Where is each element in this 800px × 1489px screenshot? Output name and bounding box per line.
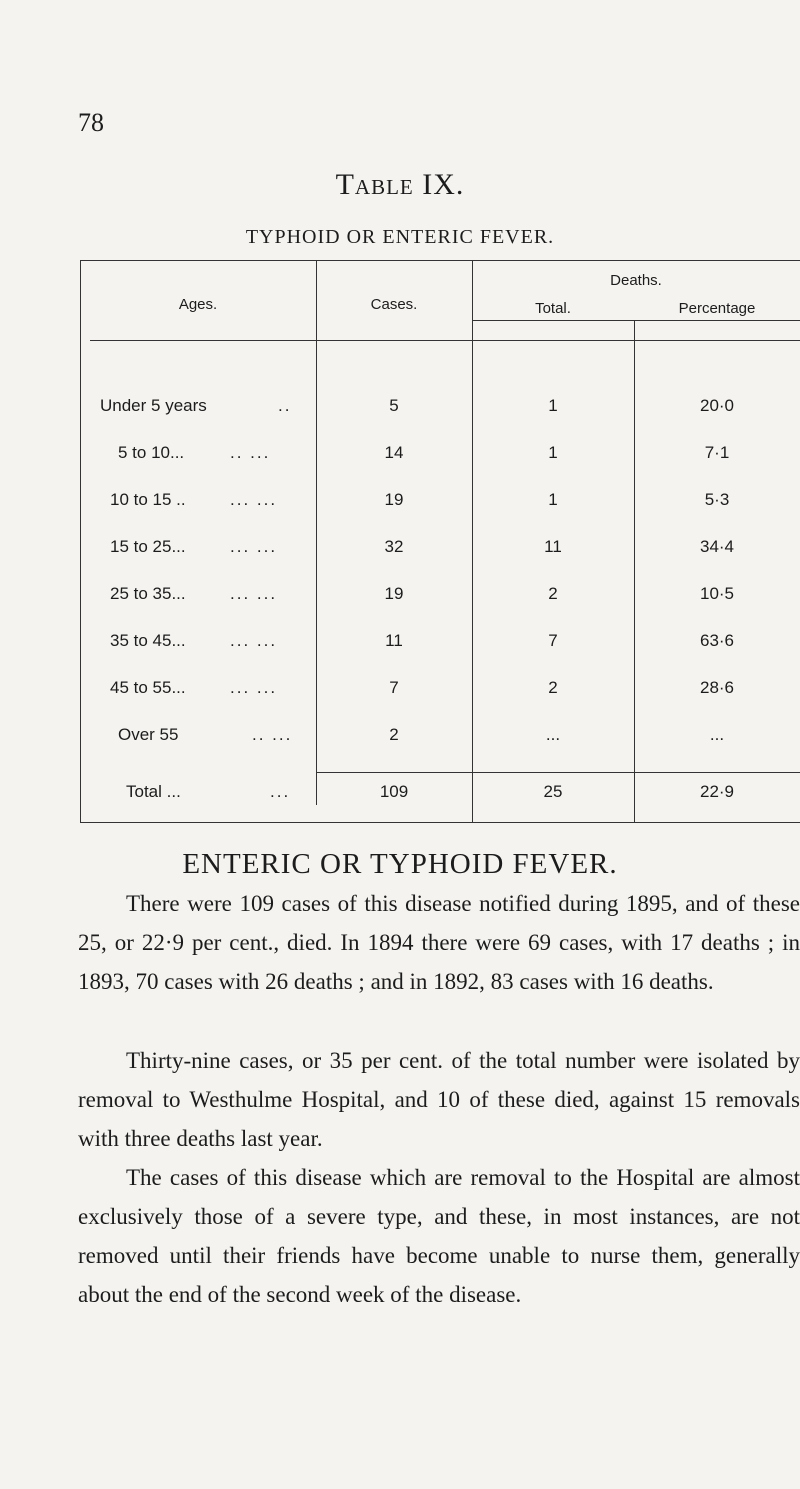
- total-percentage: 22·9: [699, 782, 735, 801]
- header-percentage: Percentage: [678, 300, 756, 317]
- total-cases: 109: [379, 782, 409, 801]
- percentage-value: 63·6: [699, 631, 735, 650]
- deaths-value: ...: [545, 725, 561, 744]
- leader-dots: ... ...: [230, 490, 278, 509]
- cases-value: 19: [384, 584, 404, 603]
- leader-dots: .. ...: [230, 443, 271, 462]
- deaths-value: 2: [548, 678, 558, 697]
- page-number: 78: [78, 108, 104, 137]
- leader-dots: ... ...: [230, 678, 278, 697]
- deaths-value: 11: [544, 537, 562, 556]
- header-bottom-rule: [90, 340, 800, 341]
- paragraph-3: The cases of this disease which are removal to the Hospital are almost exclusively those of a severe type, and these, in most instances, are not removed until their friends have become unable to nurse them, generally about the end of the second week of the disease.: [78, 1165, 800, 1307]
- leader-dots: ... ...: [230, 631, 278, 650]
- age-label: Under 5 years: [100, 396, 207, 415]
- percentage-value: 34·4: [699, 537, 735, 556]
- deaths-value: 1: [548, 396, 558, 415]
- age-label: 25 to 35...: [110, 584, 186, 603]
- table-left-border: [80, 260, 81, 822]
- age-label: 10 to 15 ..: [110, 490, 186, 509]
- deaths-value: 1: [548, 490, 558, 509]
- age-label: 5 to 10...: [118, 443, 185, 462]
- percentage-value: 7·1: [704, 443, 730, 462]
- leader-dots: .. ...: [252, 725, 293, 744]
- table-subtitle: TYPHOID OR ENTERIC FEVER.: [245, 226, 555, 248]
- cases-value: 7: [389, 678, 399, 697]
- percentage-value: 5·3: [704, 490, 730, 509]
- deaths-value: 7: [548, 631, 558, 650]
- deaths-value: 2: [548, 584, 558, 603]
- percentage-value: 10·5: [699, 584, 735, 603]
- typhoid-table: [80, 258, 800, 823]
- paragraph-2: Thirty-nine cases, or 35 per cent. of the total number were isolated by removal to Westhulme Hospital, and 10 of these died, against 15 removals with three deaths last year.: [78, 1048, 800, 1151]
- cases-value: 2: [389, 725, 399, 744]
- leader-dots: ... ...: [230, 537, 278, 556]
- age-label: Over 55: [118, 725, 179, 744]
- cases-divider: [316, 260, 317, 805]
- header-deaths-total: Total.: [535, 300, 571, 317]
- paragraph-1: There were 109 cases of this disease notified during 1895, and of these 25, or 22·9 per cent., died. In 1894 there were 69 cases, with 17 deaths ; in 1893, 70 cases with 26 deaths ; and in 1892, 83 cases with 16 deaths.: [78, 891, 800, 994]
- leader-dots: ..: [278, 396, 292, 415]
- total-top-rule: [316, 772, 800, 773]
- age-label: 35 to 45...: [110, 631, 186, 650]
- table-title: Table IX.: [335, 168, 465, 201]
- deaths-sub-rule: [472, 320, 800, 321]
- header-deaths: Deaths.: [610, 272, 662, 289]
- leader-dots: ...: [270, 782, 291, 801]
- percentage-value: 28·6: [699, 678, 735, 697]
- cases-value: 5: [389, 396, 399, 415]
- percentage-value: ...: [709, 725, 725, 744]
- total-deaths: 25: [543, 782, 563, 801]
- leader-dots: ... ...: [230, 584, 278, 603]
- table-bottom-rule: [80, 822, 800, 823]
- table-top-rule: [80, 260, 800, 261]
- percentage-value: 20·0: [699, 396, 735, 415]
- cases-value: 14: [384, 443, 404, 462]
- header-cases: Cases.: [370, 296, 418, 313]
- deaths-value: 1: [548, 443, 558, 462]
- total-label: Total ...: [126, 782, 181, 801]
- section-title: ENTERIC OR TYPHOID FEVER.: [182, 848, 618, 880]
- header-ages: Ages.: [178, 296, 218, 313]
- age-label: 45 to 55...: [110, 678, 186, 697]
- cases-value: 19: [384, 490, 404, 509]
- age-label: 15 to 25...: [110, 537, 186, 556]
- cases-value: 11: [385, 631, 403, 650]
- cases-value: 32: [384, 537, 404, 556]
